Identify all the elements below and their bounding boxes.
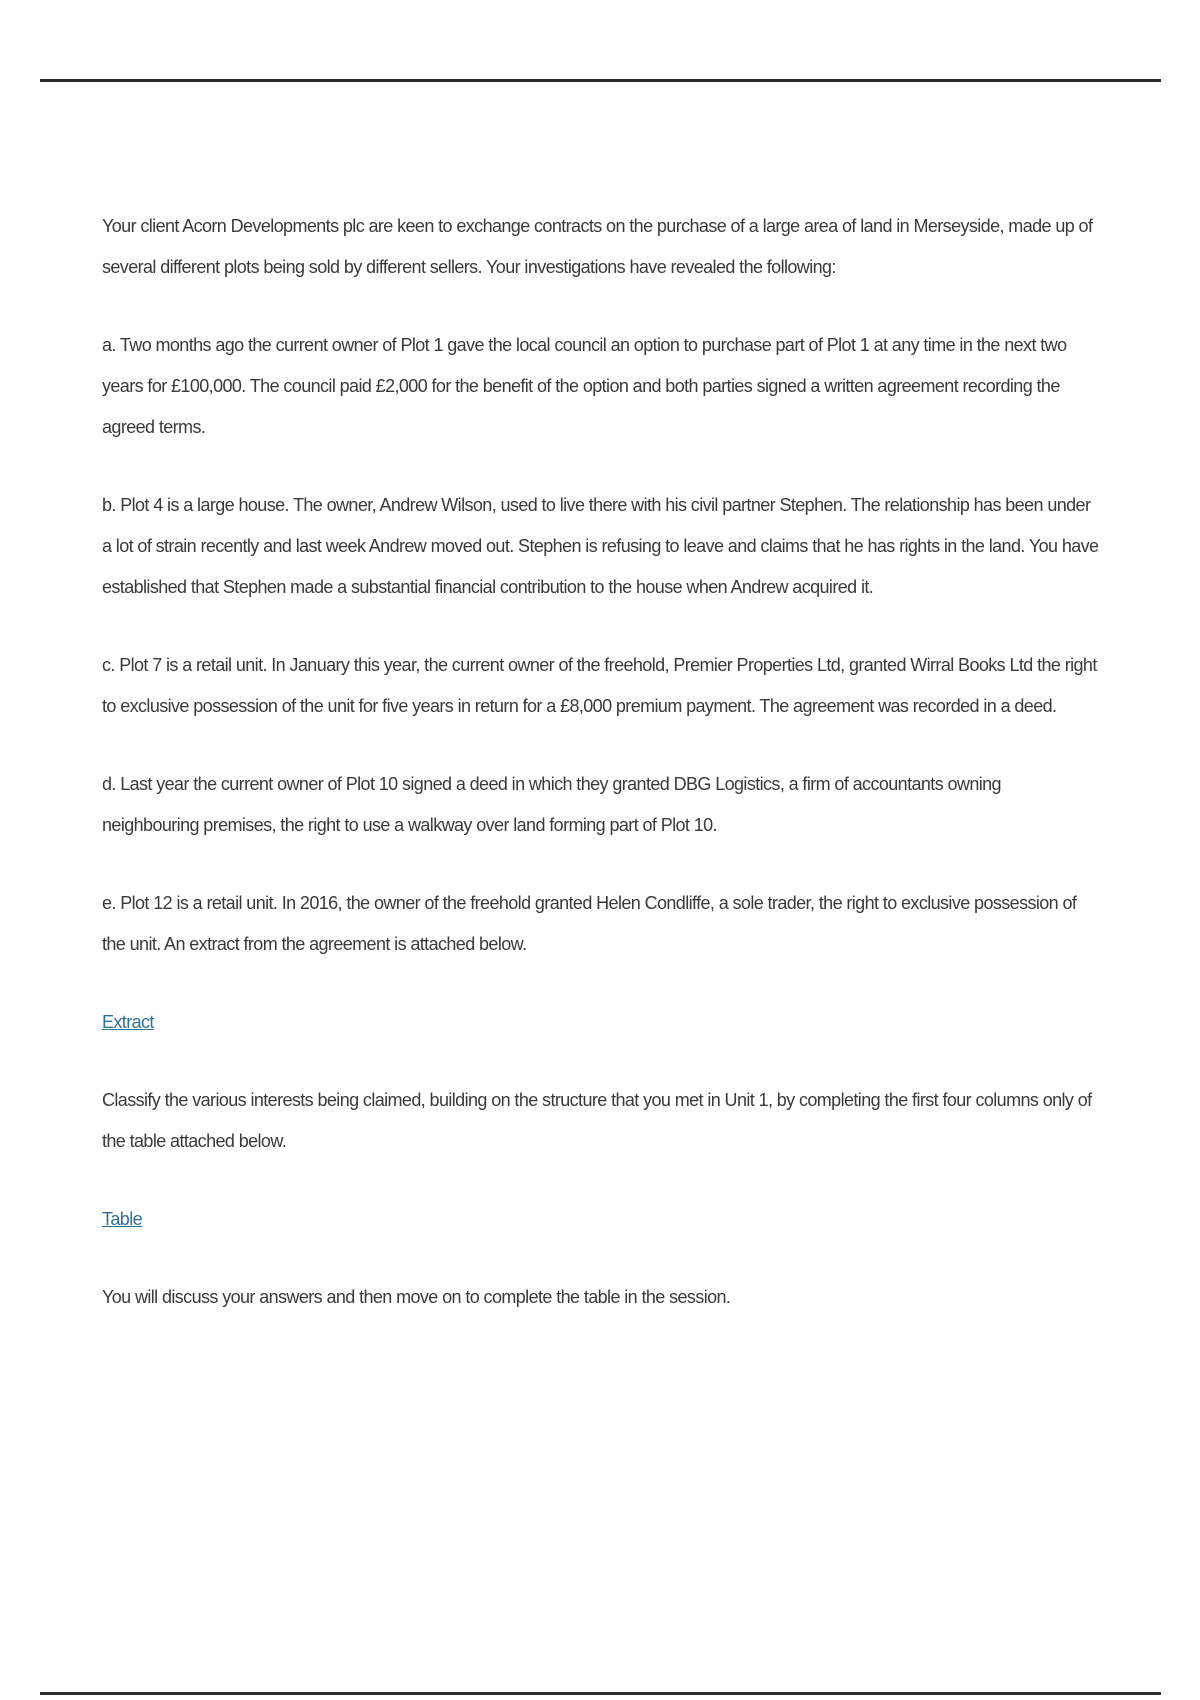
intro-paragraph: Your client Acorn Developments plc are keen to exchange contracts on the purchase of a large area of land in Merseyside, made up of several different plots being sold by different sellers. Your investigations have revealed the following: [102, 216, 1093, 277]
extract-link[interactable]: Extract [102, 1012, 154, 1032]
document-body [102, 206, 1102, 1355]
extract-link-row [102, 1002, 1102, 1043]
closing-paragraph: You will discuss your answers and then move on to complete the table in the session. [102, 1287, 731, 1307]
item-b-paragraph: b. Plot 4 is a large house. The owner, Andrew Wilson, used to live there with his civil partner Stephen. The relationship has been under a lot of strain recently and last week Andrew moved out. Stephen is refusing to leave and claims that he has rights in the land. You have established that Stephen made a substantial financial contribution to the house when Andrew acquired it. [102, 495, 1099, 597]
instruction-paragraph: Classify the various interests being claimed, building on the structure that you met in Unit 1, by completing the first four columns only of the table attached below. [102, 1090, 1092, 1151]
item-e-paragraph: e. Plot 12 is a retail unit. In 2016, the owner of the freehold granted Helen Condliffe, a sole trader, the right to exclusive possession of the unit. An extract from the agreement is attached below. [102, 893, 1077, 954]
top-divider [40, 79, 1161, 82]
bottom-divider [40, 1692, 1161, 1695]
table-link-row [102, 1199, 1102, 1240]
item-a-paragraph: a. Two months ago the current owner of Plot 1 gave the local council an option to purchase part of Plot 1 at any time in the next two years for £100,000. The council paid £2,000 for the benefit of the option and both parties signed a written agreement recording the agreed terms. [102, 335, 1067, 437]
item-c-paragraph: c. Plot 7 is a retail unit. In January this year, the current owner of the freehold, Premier Properties Ltd, granted Wirral Books Ltd the right to exclusive possession of the unit for five years in return for a £8,000 premium payment. The agreement was recorded in a deed. [102, 655, 1097, 716]
item-d-paragraph: d. Last year the current owner of Plot 10 signed a deed in which they granted DBG Logistics, a firm of accountants owning neighbouring premises, the right to use a walkway over land forming part of Plot 10. [102, 774, 1001, 835]
table-link[interactable]: Table [102, 1209, 143, 1229]
